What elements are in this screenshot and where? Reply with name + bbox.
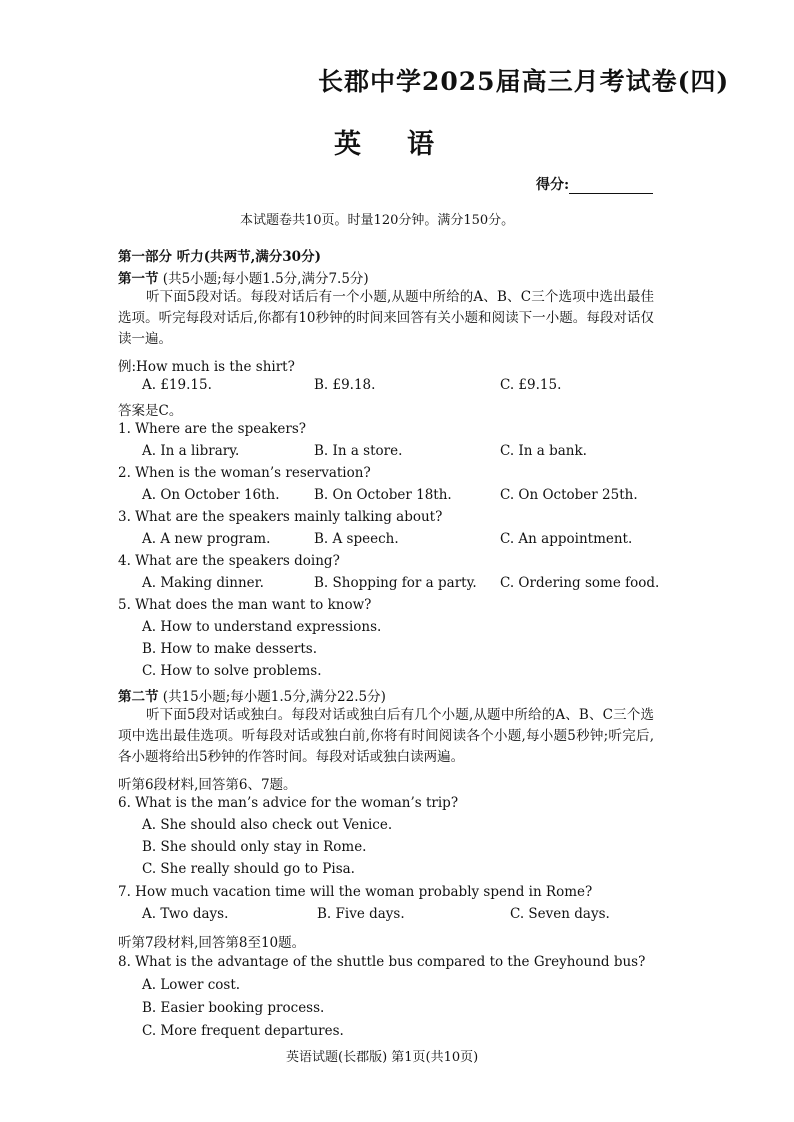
q3-option-a: A. A new program. <box>142 531 271 547</box>
question-1-options <box>142 443 662 463</box>
q4-option-b: B. Shopping for a party. <box>314 575 477 591</box>
q8-option-a: A. Lower cost. <box>142 977 241 993</box>
section2-heading: 第二节 <box>118 689 159 705</box>
q5-option-c: C. How to solve problems. <box>142 663 322 679</box>
q8-option-c: C. More frequent departures. <box>142 1023 344 1039</box>
example-answer: 答案是C。 <box>118 403 183 419</box>
q3-option-c: C. An appointment. <box>500 531 633 547</box>
question-2: 2. When is the woman’s reservation? <box>118 465 371 481</box>
q3-option-b: B. A speech. <box>314 531 399 547</box>
section1-heading-line <box>118 267 369 287</box>
question-6: 6. What is the man’s advice for the woman’s trip? <box>118 795 459 811</box>
q5-option-a: A. How to understand expressions. <box>142 619 382 635</box>
q1-option-a: A. In a library. <box>142 443 240 459</box>
question-4: 4. What are the speakers doing? <box>118 553 340 569</box>
subject-title: 英语 <box>334 129 480 160</box>
exam-intro: 本试题卷共10页。时量120分钟。满分150分。 <box>240 213 515 228</box>
material-6-label: 听第6段材料,回答第6、7题。 <box>118 777 297 793</box>
q1-option-c: C. In a bank. <box>500 443 587 459</box>
material-7-label: 听第7段材料,回答第8至10题。 <box>118 935 306 951</box>
question-8: 8. What is the advantage of the shuttle bus compared to the Greyhound bus? <box>118 954 646 970</box>
section2-note: (共15小题;每小题1.5分,满分22.5分) <box>162 689 386 705</box>
example-question: 例:How much is the shirt? <box>118 359 295 375</box>
score-blank <box>569 179 653 194</box>
q6-option-c: C. She really should go to Pisa. <box>142 861 355 877</box>
section2-heading-line <box>118 685 386 705</box>
question-3: 3. What are the speakers mainly talking about? <box>118 509 443 525</box>
q7-option-a: A. Two days. <box>142 906 229 922</box>
question-4-options <box>142 575 662 595</box>
section2-instructions: 听下面5段对话或独白。每段对话或独白后有几个小题,从题中所给的A、B、C三个选项中选出最佳选项。听每段对话或独白前,你将有时间阅读各个小题,每小题5秒钟;听完后,各小题将给出5秒钟的作答时间。每段对话或独白读两遍。 <box>118 707 654 765</box>
q1-option-b: B. In a store. <box>314 443 403 459</box>
q4-option-c: C. Ordering some food. <box>500 575 660 591</box>
example-options <box>142 377 662 397</box>
part1-heading: 第一部分 听力(共两节,满分30分) <box>118 249 321 265</box>
q6-option-b: B. She should only stay in Rome. <box>142 839 367 855</box>
q2-option-c: C. On October 25th. <box>500 487 638 503</box>
score-field <box>536 174 653 194</box>
question-1: 1. Where are the speakers? <box>118 421 307 437</box>
page-footer: 英语试题(长郡版) 第1页(共10页) <box>286 1050 479 1065</box>
q2-option-b: B. On October 18th. <box>314 487 452 503</box>
section1-instructions: 听下面5段对话。每段对话后有一个小题,从题中所给的A、B、C三个选项中选出最佳选项。听完每段对话后,你都有10秒钟的时间来回答有关小题和阅读下一小题。每段对话仅读一遍。 <box>118 289 654 347</box>
example-option-a: A. £19.15. <box>142 377 212 393</box>
q5-option-b: B. How to make desserts. <box>142 641 317 657</box>
q2-option-a: A. On October 16th. <box>142 487 280 503</box>
exam-title: 长郡中学2025届高三月考试卷(四) <box>318 67 730 96</box>
question-5: 5. What does the man want to know? <box>118 597 372 613</box>
section1-note: (共5小题;每小题1.5分,满分7.5分) <box>162 271 369 287</box>
example-option-b: B. £9.18. <box>314 377 376 393</box>
q7-option-b: B. Five days. <box>317 906 405 922</box>
score-label: 得分: <box>536 177 570 193</box>
example-option-c: C. £9.15. <box>500 377 562 393</box>
q4-option-a: A. Making dinner. <box>142 575 264 591</box>
question-7-options <box>142 906 662 926</box>
q6-option-a: A. She should also check out Venice. <box>142 817 393 833</box>
question-7: 7. How much vacation time will the woman probably spend in Rome? <box>118 884 593 900</box>
section1-heading: 第一节 <box>118 271 159 287</box>
q8-option-b: B. Easier booking process. <box>142 1000 325 1016</box>
question-2-options <box>142 487 662 507</box>
question-3-options <box>142 531 662 551</box>
q7-option-c: C. Seven days. <box>510 906 610 922</box>
